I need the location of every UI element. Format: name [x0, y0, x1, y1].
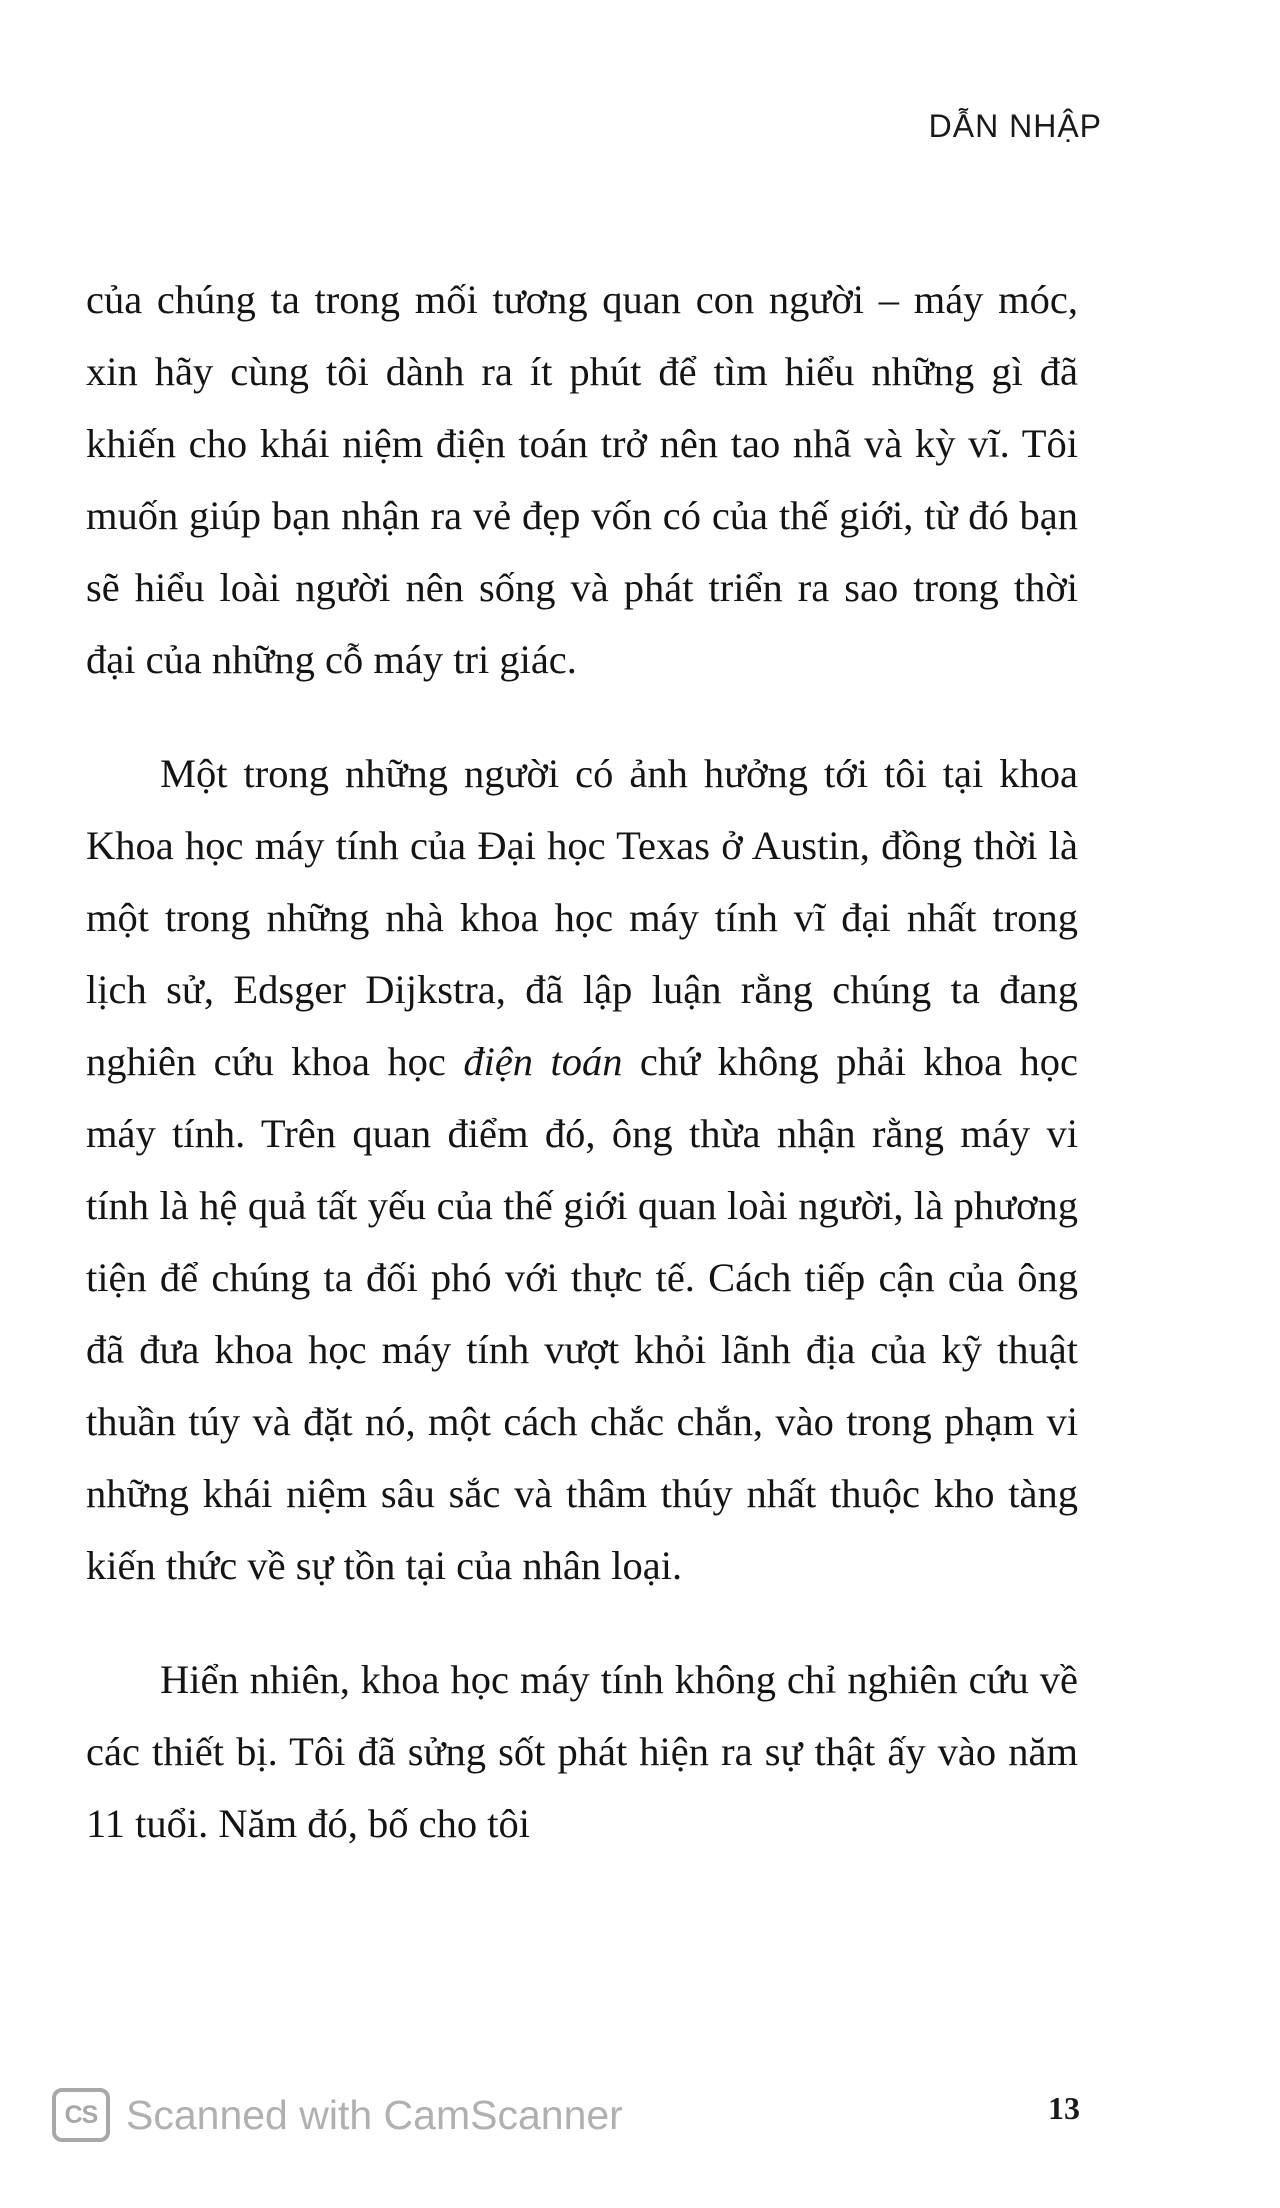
- watermark-text: Scanned with CamScanner: [126, 2091, 623, 2138]
- paragraph-2: [86, 738, 1078, 1602]
- running-header: DẪN NHẬP: [928, 108, 1102, 144]
- body-text: [86, 264, 1078, 1860]
- page-number: 13: [1048, 2090, 1080, 2126]
- paragraph-2-text-before: Một trong những người có ảnh hưởng tới tôi tại khoa Khoa học máy tính của Đại học Texas ở Austin, đồng thời là một trong những nhà khoa học máy tính vĩ đại nhất trong lịch sử, Edsger Dijkstra, đã lập luận rằng chúng ta đang nghiên cứu khoa học: [86, 751, 1078, 1084]
- paragraph-2-emphasis: điện toán: [463, 1039, 623, 1084]
- camscanner-watermark: [52, 2088, 623, 2142]
- paragraph-1: của chúng ta trong mối tương quan con người – máy móc, xin hãy cùng tôi dành ra ít phút để tìm hiểu những gì đã khiến cho khái niệm điện toán trở nên tao nhã và kỳ vĩ. Tôi muốn giúp bạn nhận ra vẻ đẹp vốn có của thế giới, từ đó bạn sẽ hiểu loài người nên sống và phát triển ra sao trong thời đại của những cỗ máy tri giác.: [86, 277, 1078, 682]
- paragraph-2-text-after: chứ không phải khoa học máy tính. Trên quan điểm đó, ông thừa nhận rằng máy vi tính là hệ quả tất yếu của thế giới quan loài người, là phương tiện để chúng ta đối phó với thực tế. Cách tiếp cận của ông đã đưa khoa học máy tính vượt khỏi lãnh địa của kỹ thuật thuần túy và đặt nó, một cách chắc chắn, vào trong phạm vi những khái niệm sâu sắc và thâm thúy nhất thuộc kho tàng kiến thức về sự tồn tại của nhân loại.: [86, 1039, 1079, 1588]
- camscanner-logo-icon: CS: [52, 2088, 110, 2142]
- paragraph-3: Hiển nhiên, khoa học máy tính không chỉ nghiên cứu về các thiết bị. Tôi đã sửng sốt phát hiện ra sự thật ấy vào năm 11 tuổi. Năm đó, bố cho tôi: [86, 1657, 1078, 1846]
